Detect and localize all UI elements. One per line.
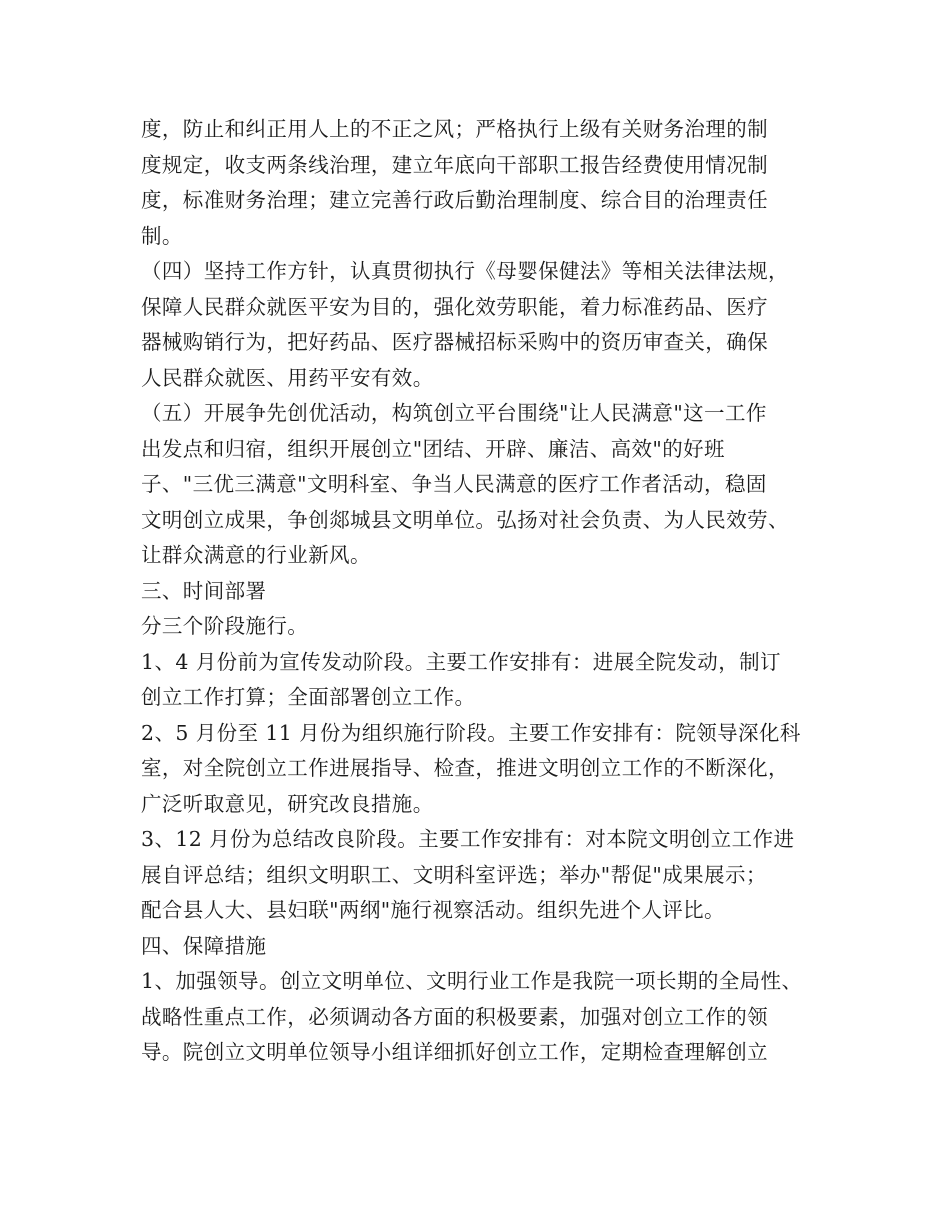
text-line: 子、"三优三满意"文明科室、争当人民满意的医疗工作者活动，稳固 bbox=[141, 472, 767, 496]
text-line: 战略性重点工作，必须调动各方面的积极要素，加强对创立工作的领 bbox=[141, 1004, 768, 1029]
heading-time-schedule: 三、时间部署 bbox=[141, 578, 267, 603]
text-line: 室，对全院创立工作进展指导、检查，推进文明创立工作的不断深化， bbox=[141, 756, 789, 780]
text-line: 创立工作打算；全面部署创立工作。 bbox=[141, 685, 476, 709]
text-line: 人民群众就医、用药平安有效。 bbox=[141, 365, 434, 390]
text-line: 让群众满意的行业新风。 bbox=[141, 543, 371, 567]
heading-safeguards: 四、保障措施 bbox=[141, 933, 267, 958]
list-item-2: 2、5 月份至 11 月份为组织施行阶段。主要工作安排有：院领导深化科 bbox=[141, 720, 801, 745]
text-line: 制。 bbox=[141, 223, 183, 248]
section-five-line: （五）开展争先创优活动，构筑创立平台围绕"让人民满意"这一工作 bbox=[141, 401, 767, 425]
list-item-1: 1、加强领导。创立文明单位、文明行业工作是我院一项长期的全局性、 bbox=[141, 969, 803, 993]
section-four-line: （四）坚持工作方针，认真贯彻执行《母婴保健法》等相关法律法规， bbox=[141, 259, 789, 283]
text-line: 保障人民群众就医平安为目的，强化效劳职能，着力标准药品、医疗 bbox=[141, 294, 768, 319]
text-line: 度，标准财务治理；建立完善行政后勤治理制度、综合目的治理责任 bbox=[141, 188, 768, 212]
text-line: 文明创立成果，争创郯城县文明单位。弘扬对社会负责、为人民效劳、 bbox=[141, 507, 789, 532]
list-item-1: 1、4 月份前为宣传发动阶段。主要工作安排有：进展全院发动，制订 bbox=[141, 649, 781, 674]
text-line: 导。院创立文明单位领导小组详细抓好创立工作，定期检查理解创立 bbox=[141, 1040, 768, 1064]
list-item-3: 3、12 月份为总结改良阶段。主要工作安排有：对本院文明创立工作进 bbox=[141, 827, 795, 851]
text-line: 分三个阶段施行。 bbox=[141, 614, 309, 638]
text-line: 度规定，收支两条线治理，建立年底向干部职工报告经费使用情况制 bbox=[141, 152, 768, 177]
document-body bbox=[141, 112, 821, 1071]
text-line: 配合县人大、县妇联"两纲"施行视察活动。组织先进个人评比。 bbox=[141, 898, 725, 922]
text-line: 器械购销行为，把好药品、医疗器械招标采购中的资历审查关，确保 bbox=[141, 330, 768, 354]
text-line: 展自评总结；组织文明职工、文明科室评选；举办"帮促"成果展示； bbox=[141, 862, 767, 887]
text-line: 广泛听取意见，研究改良措施。 bbox=[141, 791, 434, 816]
text-line: 度，防止和纠正用人上的不正之风；严格执行上级有关财务治理的制 bbox=[141, 117, 768, 141]
text-line: 出发点和归宿，组织开展创立"团结、开辟、廉洁、高效"的好班 bbox=[141, 436, 725, 461]
